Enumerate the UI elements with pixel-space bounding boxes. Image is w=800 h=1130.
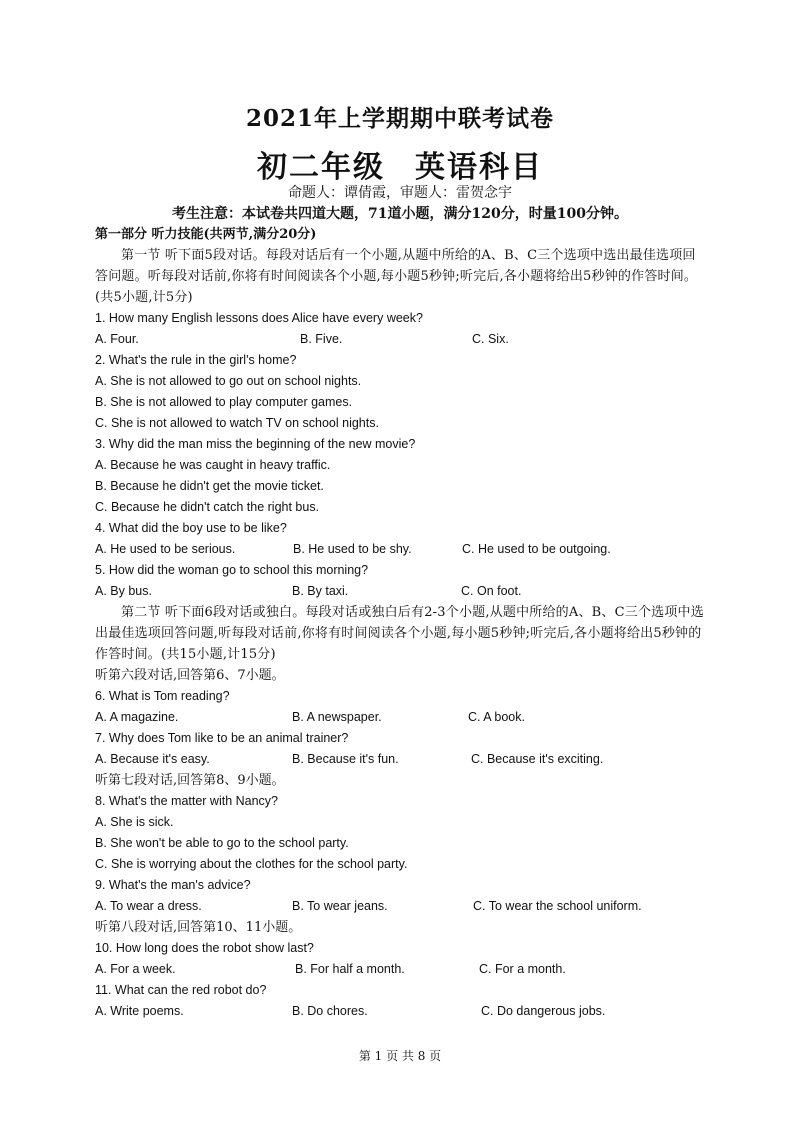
section2-instructions: 第二节 听下面6段对话或独白。每段对话或独白后有2-3个小题,从题中所给的A、B、C三个选项中选出最佳选项回答问题,听每段对话前,你将有时间阅读各个小题,每小题5秒钟;听完后,各小题将给出5秒钟的作答时间。(共15小题,计15分) — [95, 605, 704, 662]
question-11-options — [95, 1001, 707, 1022]
question-6-options — [95, 707, 707, 728]
page-footer: 第 1 页 共 8 页 — [358, 1049, 442, 1063]
q1-option-c: C. Six. — [472, 332, 509, 346]
part1-heading: 第一部分 听力技能(共两节,满分20分) — [95, 227, 317, 242]
question-11: 11. What can the red robot do? — [95, 983, 267, 997]
subject-label: 英语科目 — [415, 150, 543, 185]
grade-label: 初二年级 — [257, 150, 385, 185]
authors-line: 命题人：谭倩霞，审题人：雷贺念宇 — [288, 185, 512, 201]
q3-option-a: A. Because he was caught in heavy traffic. — [95, 458, 331, 472]
q6-option-b: B. A newspaper. — [292, 710, 382, 724]
q8-option-c: C. She is worrying about the clothes for the school party. — [95, 857, 408, 871]
q2-option-a: A. She is not allowed to go out on school nights. — [95, 374, 362, 388]
q10-option-b: B. For half a month. — [295, 962, 405, 976]
q10-option-c: C. For a month. — [479, 962, 566, 976]
q9-option-a: A. To wear a dress. — [95, 899, 202, 913]
q3-option-c: C. Because he didn't catch the right bus. — [95, 500, 320, 514]
q4-option-c: C. He used to be outgoing. — [462, 542, 611, 556]
q11-option-b: B. Do chores. — [292, 1004, 368, 1018]
q7-option-c: C. Because it's exciting. — [471, 752, 604, 766]
question-2: 2. What's the rule in the girl's home? — [95, 353, 297, 367]
q6-option-c: C. A book. — [468, 710, 525, 724]
question-8: 8. What's the matter with Nancy? — [95, 794, 279, 808]
q5-option-b: B. By taxi. — [292, 584, 349, 598]
question-5-options — [95, 581, 707, 602]
q7-option-a: A. Because it's easy. — [95, 752, 210, 766]
question-7: 7. Why does Tom like to be an animal trainer? — [95, 731, 349, 745]
question-6: 6. What is Tom reading? — [95, 689, 230, 703]
question-9: 9. What's the man's advice? — [95, 878, 251, 892]
exam-title: 2021年上学期期中联考试卷 — [245, 105, 554, 132]
dialog-8-instruction: 听第八段对话,回答第10、11小题。 — [95, 920, 302, 935]
q3-option-b: B. Because he didn't get the movie ticket. — [95, 479, 324, 493]
grade-subject-title — [0, 142, 800, 186]
question-4: 4. What did the boy use to be like? — [95, 521, 287, 535]
question-10: 10. How long does the robot show last? — [95, 941, 314, 955]
question-10-options — [95, 959, 707, 980]
question-9-options — [95, 896, 707, 917]
exam-body — [95, 224, 707, 1022]
question-1-options — [95, 329, 707, 350]
dialog-6-instruction: 听第六段对话,回答第6、7小题。 — [95, 668, 285, 683]
dialog-7-instruction: 听第七段对话,回答第8、9小题。 — [95, 773, 285, 788]
q2-option-c: C. She is not allowed to watch TV on school nights. — [95, 416, 379, 430]
q4-option-b: B. He used to be shy. — [293, 542, 412, 556]
question-3: 3. Why did the man miss the beginning of the new movie? — [95, 437, 416, 451]
q5-option-c: C. On foot. — [461, 584, 522, 598]
question-7-options — [95, 749, 707, 770]
q9-option-b: B. To wear jeans. — [292, 899, 388, 913]
q5-option-a: A. By bus. — [95, 584, 152, 598]
q1-option-a: A. Four. — [95, 332, 139, 346]
q8-option-a: A. She is sick. — [95, 815, 174, 829]
q8-option-b: B. She won't be able to go to the school party. — [95, 836, 349, 850]
q1-option-b: B. Five. — [300, 332, 343, 346]
candidate-notice: 考生注意：本试卷共四道大题，71道小题，满分120分，时量100分钟。 — [172, 206, 628, 222]
question-1: 1. How many English lessons does Alice have every week? — [95, 311, 423, 325]
q2-option-b: B. She is not allowed to play computer games. — [95, 395, 353, 409]
q4-option-a: A. He used to be serious. — [95, 542, 236, 556]
section1-instructions: 第一节 听下面5段对话。每段对话后有一个小题,从题中所给的A、B、C三个选项中选出最佳选项回答问题。听每段对话前,你将有时间阅读各个小题,每小题5秒钟;听完后,各小题将给出5秒钟的作答时间。(共5小题,计5分) — [95, 248, 698, 305]
q9-option-c: C. To wear the school uniform. — [473, 899, 642, 913]
question-4-options — [95, 539, 707, 560]
q11-option-c: C. Do dangerous jobs. — [481, 1004, 606, 1018]
q7-option-b: B. Because it's fun. — [292, 752, 399, 766]
q6-option-a: A. A magazine. — [95, 710, 179, 724]
question-5: 5. How did the woman go to school this morning? — [95, 563, 369, 577]
q10-option-a: A. For a week. — [95, 962, 176, 976]
q11-option-a: A. Write poems. — [95, 1004, 184, 1018]
